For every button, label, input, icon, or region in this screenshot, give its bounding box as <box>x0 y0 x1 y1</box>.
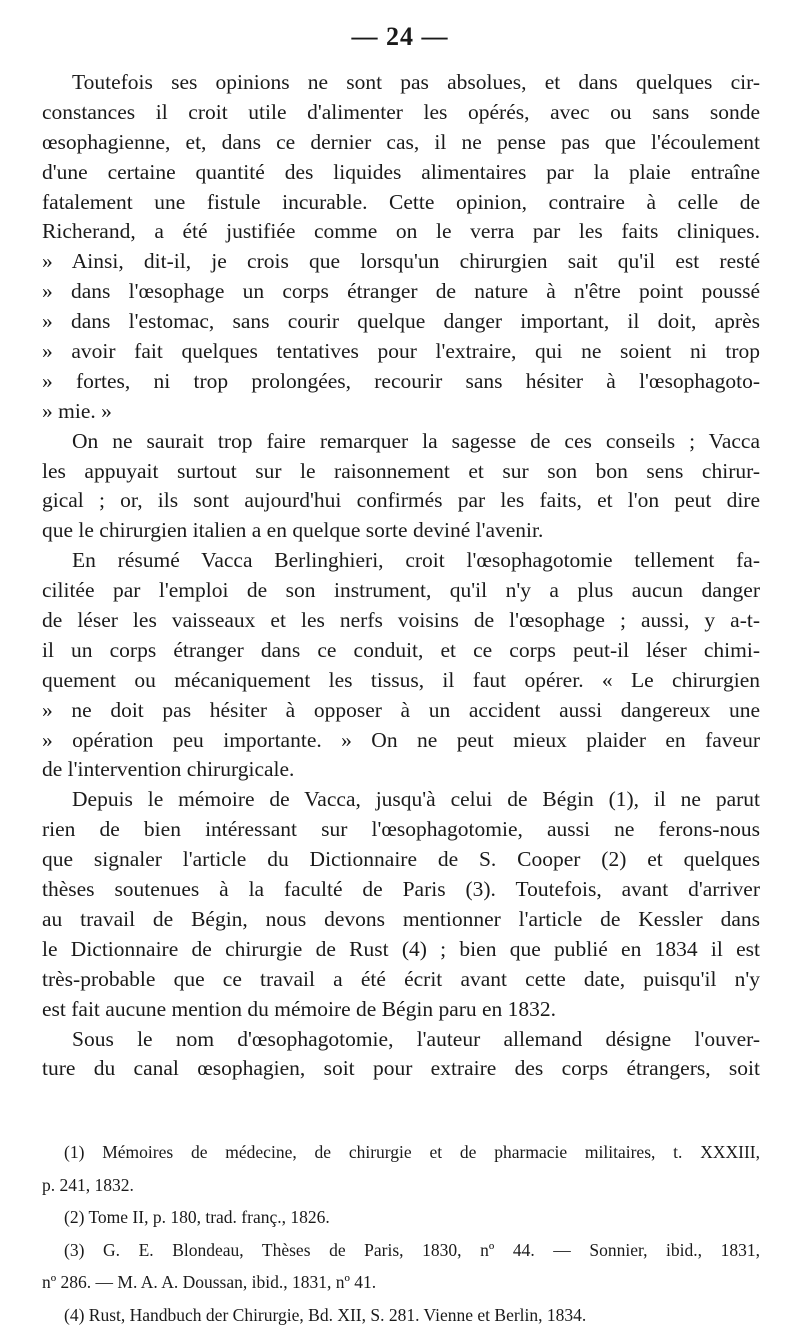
body-line: thèses soutenues à la faculté de Paris (3). Toutefois, avant d'arriver <box>42 877 760 902</box>
body-line: ture du canal œsophagien, soit pour extraire des corps étrangers, soit <box>42 1056 760 1081</box>
body-line: au travail de Bégin, nous devons mentionner l'article de Kessler dans <box>42 906 760 931</box>
body-line: » dans l'estomac, sans courir quelque danger important, il doit, après <box>42 309 760 334</box>
body-line: de l'intervention chirurgicale. <box>42 757 295 782</box>
footnote-line: nº 286. — M. A. A. Doussan, ibid., 1831, nº 41. <box>42 1272 377 1292</box>
footnote-line: (4) Rust, Handbuch der Chirurgie, Bd. XII, S. 281. Vienne et Berlin, 1834. <box>64 1304 587 1325</box>
body-line: très-probable que ce travail a été écrit avant cette date, puisqu'il n'y <box>42 966 760 991</box>
body-line: les appuyait surtout sur le raisonnement et sur son bon sens chirur- <box>42 458 760 483</box>
footnote-line: (3) G. E. Blondeau, Thèses de Paris, 1830, nº 44. — Sonnier, ibid., 1831, <box>64 1239 760 1260</box>
body-line: Richerand, a été justifiée comme on le verra par les faits cliniques. <box>42 219 760 244</box>
page-number: — 24 — <box>351 22 449 51</box>
body-line: d'une certaine quantité des liquides alimentaires par la plaie entraîne <box>42 159 760 184</box>
footnotes <box>42 1136 760 1331</box>
body-line: le Dictionnaire de chirurgie de Rust (4) ; bien que publié en 1834 il est <box>42 936 760 961</box>
body-line: œsophagienne, et, dans ce dernier cas, il ne pense pas que l'écoulement <box>42 129 760 154</box>
footnote-line: (1) Mémoires de médecine, de chirurgie et de pharmacie militaires, t. XXXIII, <box>64 1142 760 1162</box>
body-line: » fortes, ni trop prolongées, recourir sans hésiter à l'œsophagoto- <box>42 368 760 393</box>
body-line: quement ou mécaniquement les tissus, il faut opérer. « Le chirurgien <box>42 667 760 692</box>
body-line: fatalement une fistule incurable. Cette opinion, contraire à celle de <box>42 189 760 214</box>
body-line: cilitée par l'emploi de son instrument, qu'il n'y a plus aucun danger <box>42 578 760 603</box>
body-text <box>42 68 760 1084</box>
body-line: gical ; or, ils sont aujourd'hui confirmés par les faits, et l'on peut dire <box>42 488 760 513</box>
footnote-line: (2) Tome II, p. 180, trad. franç., 1826. <box>64 1207 330 1227</box>
body-line: » Ainsi, dit-il, je crois que lorsqu'un chirurgien sait qu'il est resté <box>42 249 760 274</box>
body-line: » opération peu importante. » On ne peut mieux plaider en faveur <box>42 727 760 752</box>
body-line: il un corps étranger dans ce conduit, et ce corps peut-il léser chimi- <box>42 637 760 662</box>
body-line: rien de bien intéressant sur l'œsophagotomie, aussi ne ferons-nous <box>42 817 760 842</box>
body-line: » dans l'œsophage un corps étranger de nature à n'être point poussé <box>42 279 760 304</box>
body-line: » mie. » <box>42 398 112 423</box>
body-line: constances il croit utile d'alimenter les opérés, avec ou sans sonde <box>42 99 760 124</box>
body-line: que signaler l'article du Dictionnaire de S. Cooper (2) et quelques <box>42 847 760 872</box>
body-line: » ne doit pas hésiter à opposer à un accident aussi dangereux une <box>42 697 760 722</box>
body-line: est fait aucune mention du mémoire de Bégin paru en 1832. <box>42 996 557 1021</box>
body-line: En résumé Vacca Berlinghieri, croit l'œsophagotomie tellement fa- <box>72 548 760 573</box>
body-line: Sous le nom d'œsophagotomie, l'auteur allemand désigne l'ouver- <box>72 1026 760 1051</box>
body-line: de léser les vaisseaux et les nerfs voisins de l'œsophage ; aussi, y a-t- <box>42 608 760 633</box>
body-line: Toutefois ses opinions ne sont pas absolues, et dans quelques cir- <box>72 70 760 94</box>
body-line: » avoir fait quelques tentatives pour l'extraire, qui ne soient ni trop <box>42 339 760 364</box>
footnote-line: p. 241, 1832. <box>42 1174 134 1195</box>
body-line: On ne saurait trop faire remarquer la sagesse de ces conseils ; Vacca <box>72 428 760 453</box>
body-line: que le chirurgien italien a en quelque sorte deviné l'avenir. <box>42 518 544 543</box>
body-line: Depuis le mémoire de Vacca, jusqu'à celui de Bégin (1), il ne parut <box>72 787 760 812</box>
